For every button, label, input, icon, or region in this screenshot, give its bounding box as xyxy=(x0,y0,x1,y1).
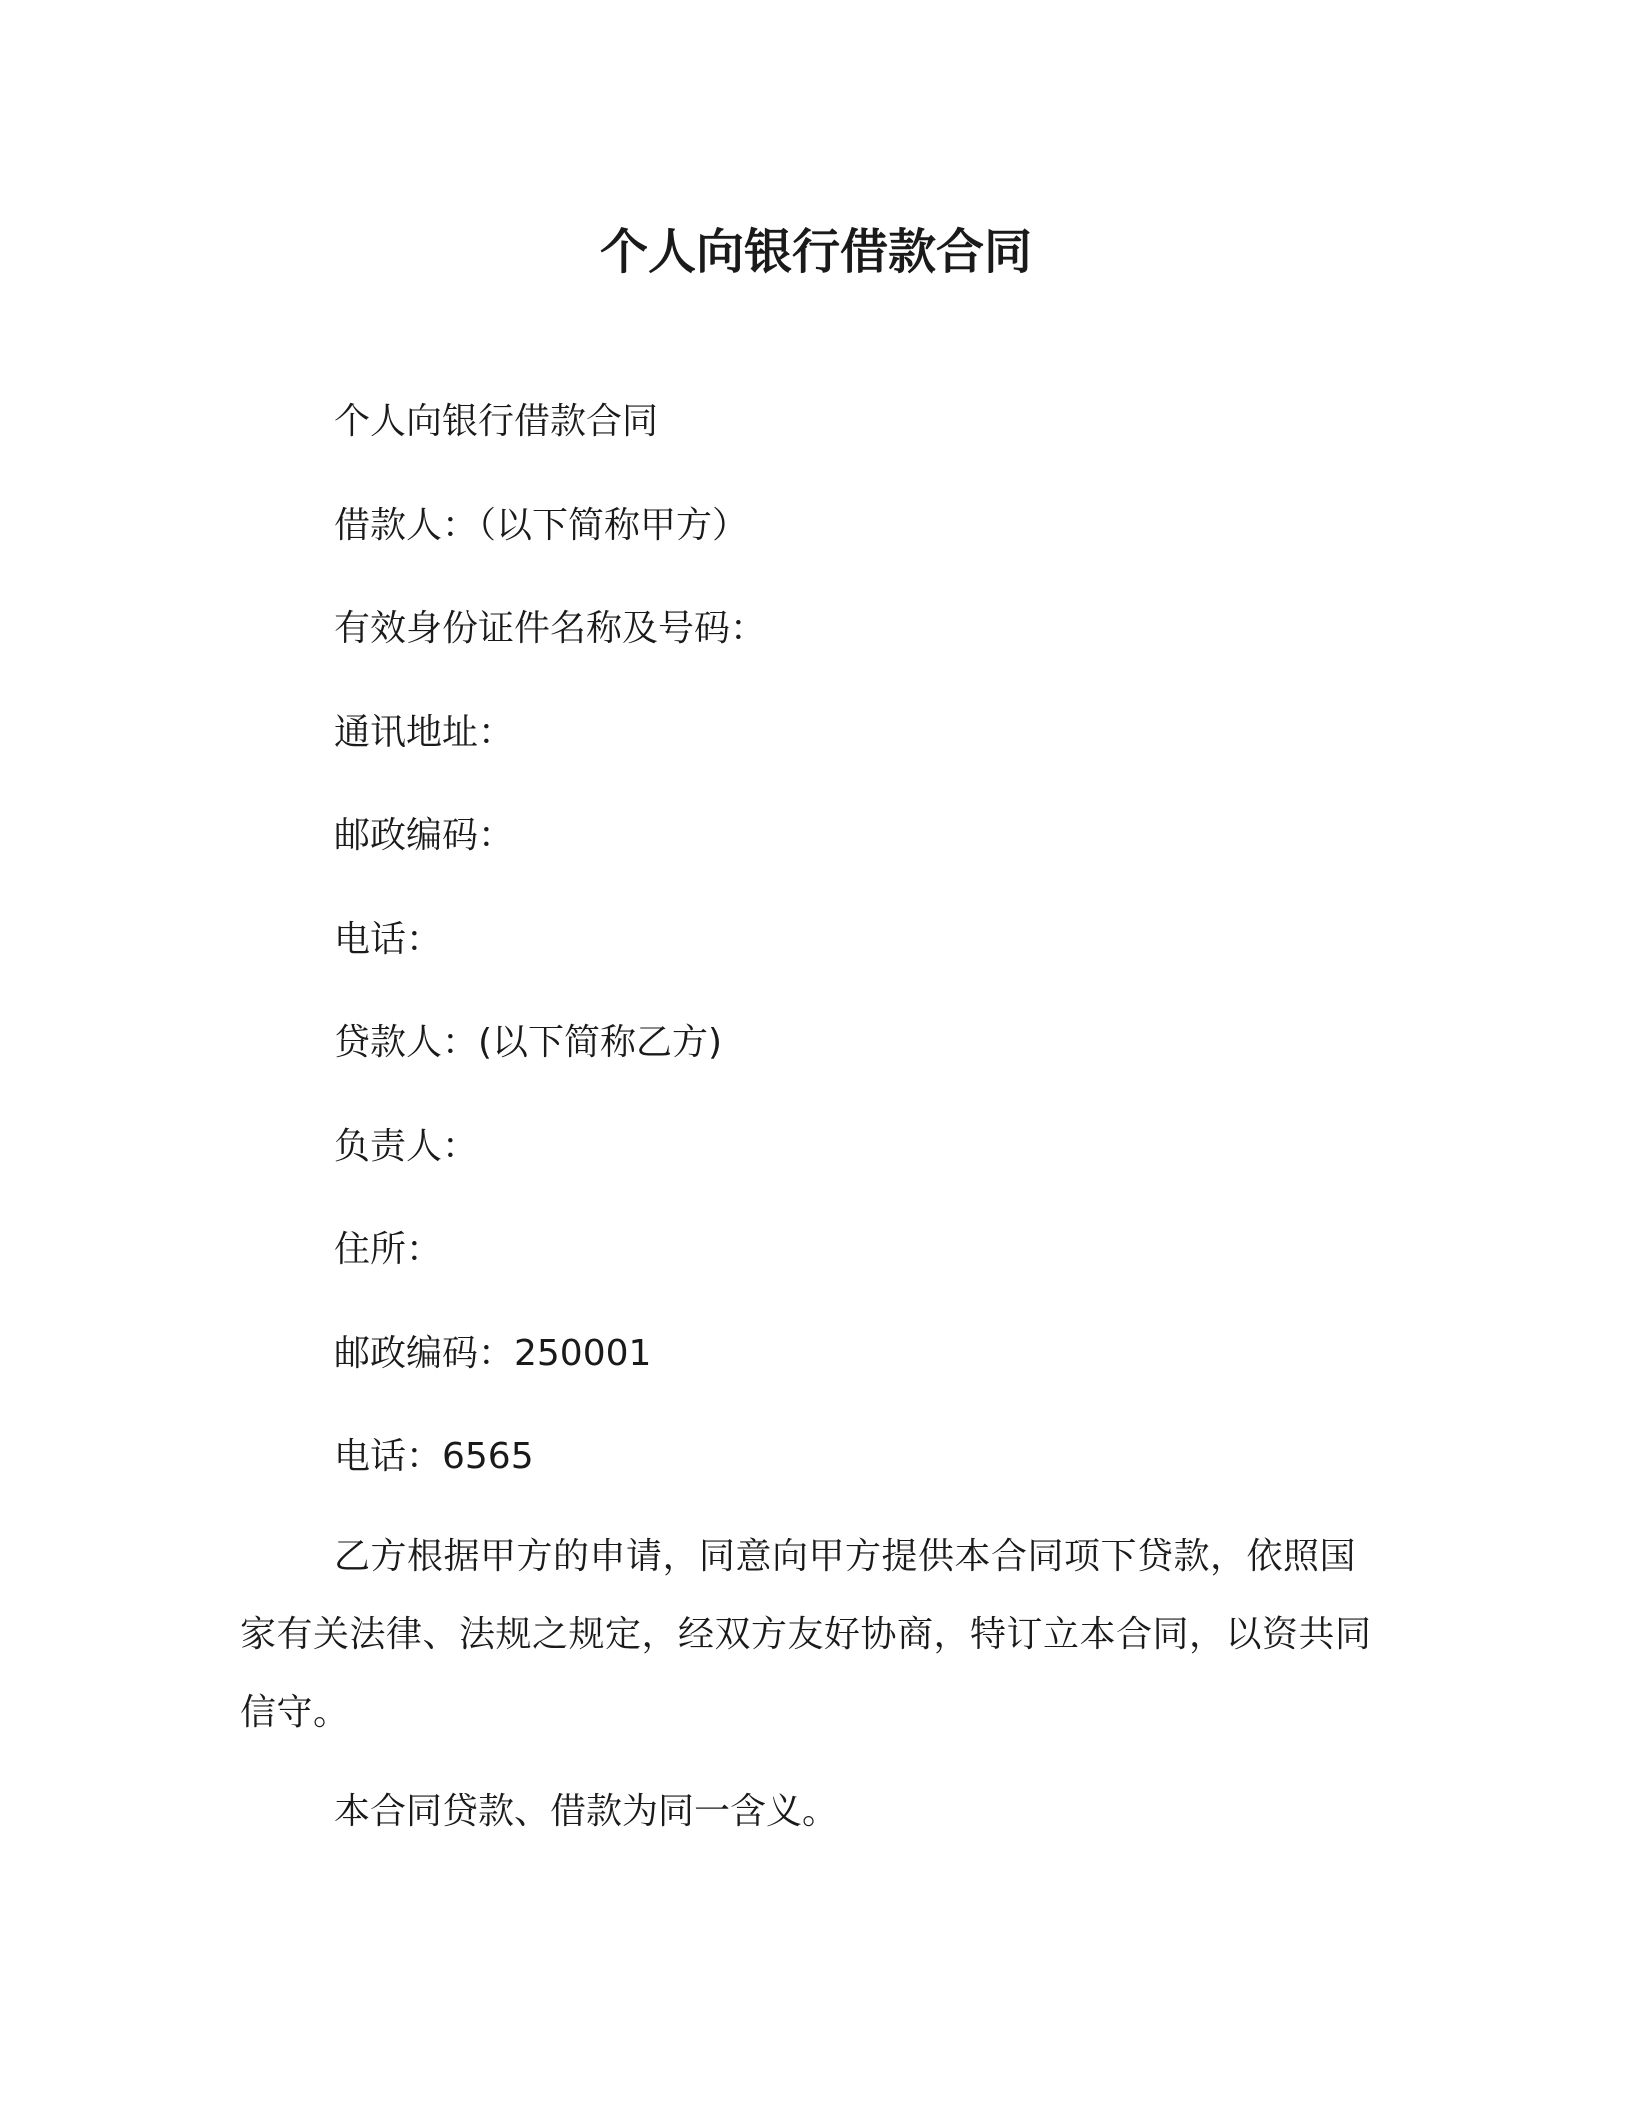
lender-postcode-line: 邮政编码：250001 xyxy=(334,1333,652,1374)
lender-residence-line: 住所： xyxy=(334,1229,443,1270)
id-document-line: 有效身份证件名称及号码： xyxy=(334,608,767,649)
lender-phone-line: 电话：6565 xyxy=(334,1436,534,1477)
document-title: 个人向银行借款合同 xyxy=(599,224,1032,280)
definition-line: 本合同贷款、借款为同一含义。 xyxy=(334,1791,839,1832)
responsible-person-line: 负责人： xyxy=(334,1126,479,1167)
contract-name-line: 个人向银行借款合同 xyxy=(334,401,659,442)
borrower-postcode-line: 邮政编码： xyxy=(334,815,515,856)
borrower-line: 借款人：（以下简称甲方） xyxy=(334,505,749,546)
borrower-address-line: 通讯地址： xyxy=(334,712,515,753)
borrower-phone-line: 电话： xyxy=(334,919,443,960)
lender-line: 贷款人：(以下简称乙方) xyxy=(334,1022,723,1063)
agreement-paragraph: 乙方根据甲方的申请，同意向甲方提供本合同项下贷款，依照国家有关法律、法规之规定，经双方友好协商，特订立本合同，以资共同信守。 xyxy=(240,1536,1372,1733)
